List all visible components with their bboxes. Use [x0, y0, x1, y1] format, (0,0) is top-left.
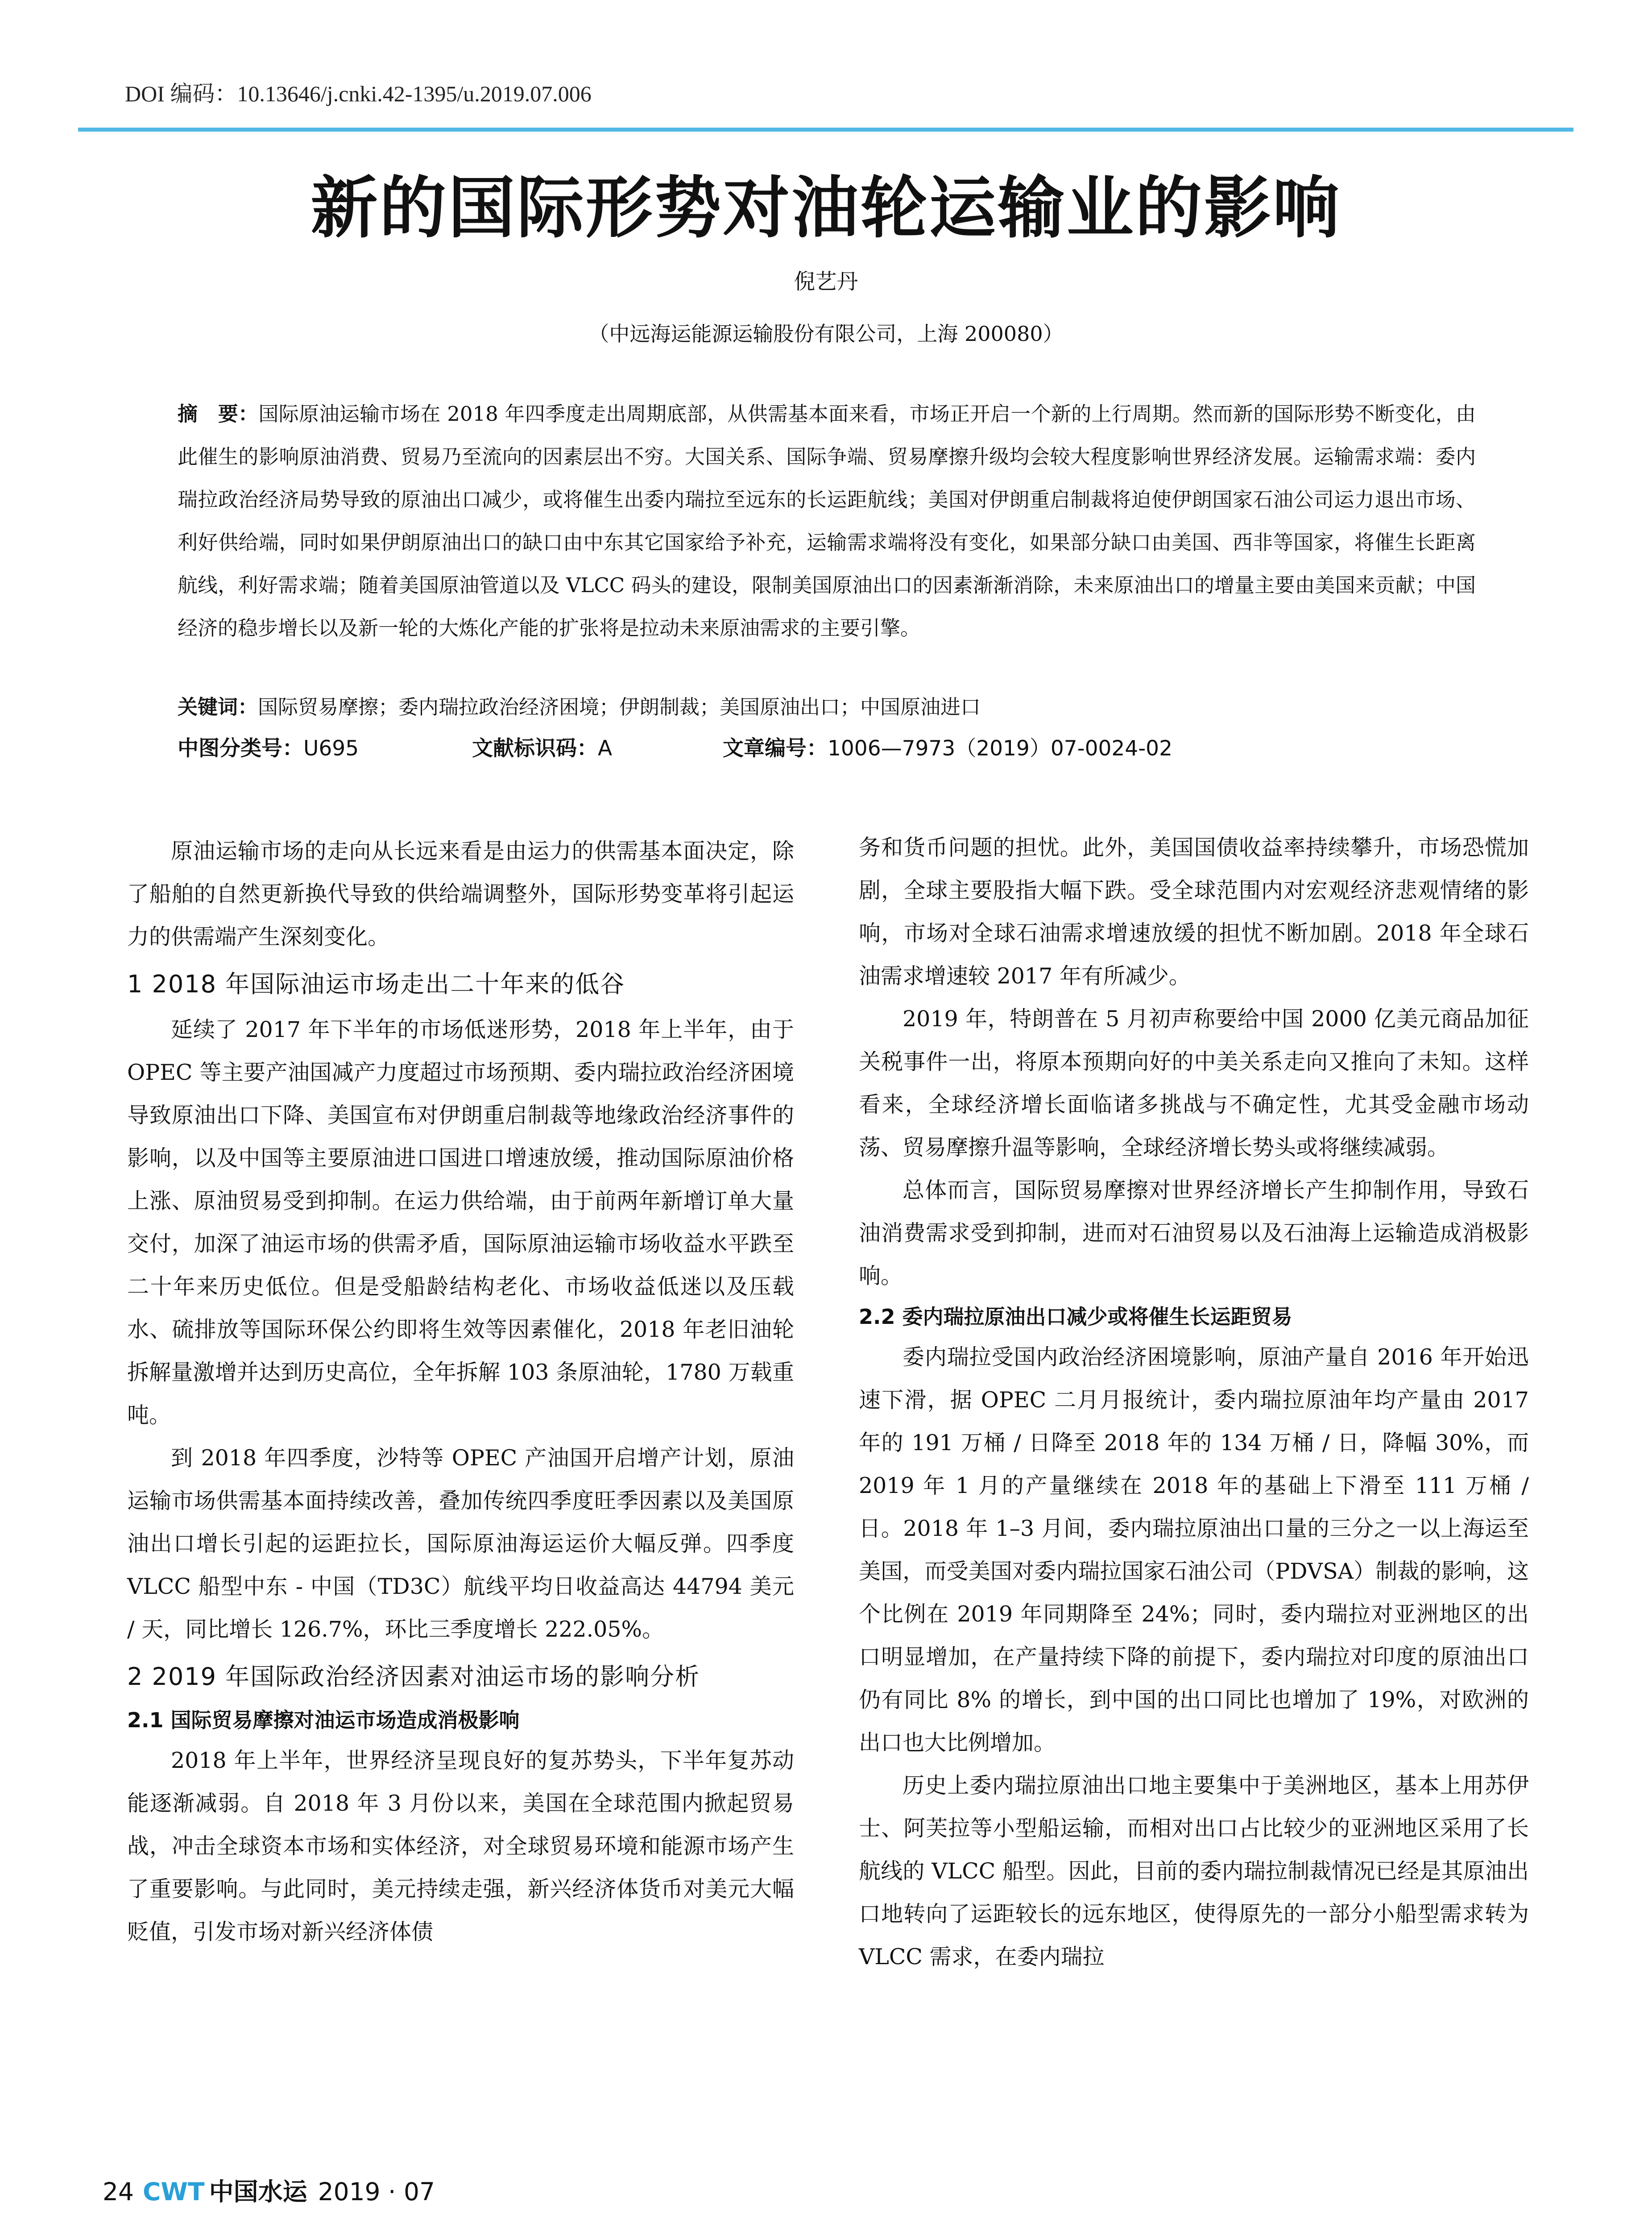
abstract-label: 摘 要： — [178, 402, 259, 426]
author-name: 倪艺丹 — [794, 269, 858, 294]
journal-logo: CWT — [143, 2177, 205, 2206]
paragraph: 总体而言，国际贸易摩擦对世界经济增长产生抑制作用，导致石油消费需求受到抑制，进而对石油贸易以及石油海上运输造成消极影响。 — [859, 1178, 1529, 1289]
doc-code-value: A — [598, 736, 613, 761]
paragraph: 务和货币问题的担忧。此外，美国国债收益率持续攀升，市场恐慌加剧，全球主要股指大幅下跌。受全球范围内对宏观经济悲观情绪的影响，市场对全球石油需求增速放缓的担忧不断加剧。2018 年全球石油需求增速较 2017 年有所减少。 — [859, 835, 1529, 989]
abstract — [178, 393, 1476, 650]
clc-value: U695 — [303, 736, 359, 761]
paragraph: 到 2018 年四季度，沙特等 OPEC 产油国开启增产计划，原油运输市场供需基本面持续改善，叠加传统四季度旺季因素以及美国原油出口增长引起的运距拉长，国际原油海运运价大幅反弹。四季度 VLCC 船型中东 - 中国（TD3C）航线平均日收益高达 44794 美元 / 天，同比增长 126.7%，环比三季度增长 222.05%。 — [127, 1445, 794, 1642]
article-number-value: 1006—7973（2019）07-0024-02 — [828, 736, 1172, 761]
section-heading-1: 1 2018 年国际油运市场走出二十年来的低谷 — [127, 970, 625, 998]
article-number-field — [723, 732, 1172, 762]
article-number-label: 文章编号： — [723, 736, 828, 761]
keywords — [178, 694, 1476, 721]
section-heading-2: 2 2019 年国际政治经济因素对油运市场的影响分析 — [127, 1663, 700, 1691]
clc-field — [178, 736, 359, 761]
issue-date: 2019 · 07 — [318, 2177, 435, 2206]
doc-code-field — [472, 732, 612, 762]
paragraph: 延续了 2017 年下半年的市场低迷形势，2018 年上半年，由于 OPEC 等主要产油国减产力度超过市场预期、委内瑞拉政治经济困境导致原油出口下降、美国宣布对伊朗重启制裁等地缘政治经济事件的影响，以及中国等主要原油进口国进口增速放缓，推动国际原油价格上涨、原油贸易受到抑制。在运力供给端，由于前两年新增订单大量交付，加深了油运市场的供需矛盾，国际原油运输市场收益水平跌至二十年来历史低位。但是受船龄结构老化、市场收益低迷以及压载水、硫排放等国际环保公约即将生效等因素催化，2018 年老旧油轮拆解量激增并达到历史高位，全年拆解 103 条原油轮，1780 万载重吨。 — [127, 1017, 794, 1428]
subsection-heading-2-2: 2.2 委内瑞拉原油出口减少或将催生长运距贸易 — [859, 1305, 1292, 1329]
doc-code-label: 文献标识码： — [472, 736, 598, 761]
classification-line — [178, 732, 1476, 762]
paragraph: 2018 年上半年，世界经济呈现良好的复苏势头，下半年复苏动能逐渐减弱。自 2018 年 3 月份以来，美国在全球范围内掀起贸易战，冲击全球资本市场和实体经济，对全球贸易环境和能源市场产生了重要影响。与此同时，美元持续走强，新兴经济体货币对美元大幅贬值，引发市场对新兴经济体债 — [127, 1748, 794, 1945]
keywords-label: 关键词： — [178, 695, 258, 719]
paragraph: 历史上委内瑞拉原油出口地主要集中于美洲地区，基本上用苏伊士、阿芙拉等小型船运输，而相对出口占比较少的亚洲地区采用了长航线的 VLCC 船型。因此，目前的委内瑞拉制裁情况已经是其原油出口地转向了运距较长的远东地区，使得原先的一部分小船型需求转为 VLCC 需求，在委内瑞拉 — [859, 1773, 1529, 1970]
page-footer — [103, 2172, 435, 2207]
paragraph: 委内瑞拉受国内政治经济困境影响，原油产量自 2016 年开始迅速下滑，据 OPEC 二月月报统计，委内瑞拉原油年均产量由 2017 年的 191 万桶 / 日降至 2018 年的 134 万桶 / 日，降幅 30%，而 2019 年 1 月的产量继续在 2018 年的基础上下滑至 111 万桶 / 日。2018 年 1–3 月间，委内瑞拉原油出口量的三分之一以上海运至美国，而受美国对委内瑞拉国家石油公司（PDVSA）制裁的影响，这个比例在 2019 年同期降至 24%；同时，委内瑞拉对亚洲地区的出口明显增加，在产量持续下降的前提下，委内瑞拉对印度的原油出口仍有同比 8% 的增长，到中国的出口同比也增加了 19%，对欧洲的出口也大比例增加。 — [859, 1344, 1529, 1755]
page-number: 24 — [103, 2177, 134, 2206]
author-affiliation: （中远海运能源运输股份有限公司，上海 200080） — [588, 322, 1064, 346]
journal-name: 中国水运 — [209, 2177, 307, 2206]
keywords-text: 国际贸易摩擦；委内瑞拉政治经济困境；伊朗制裁；美国原油出口；中国原油进口 — [258, 695, 981, 719]
clc-label: 中图分类号： — [178, 736, 303, 761]
body-column-right — [859, 826, 1529, 1978]
paragraph: 原油运输市场的走向从长远来看是由运力的供需基本面决定，除了船舶的自然更新换代导致的供给端调整外，国际形势变革将引起运力的供需端产生深刻变化。 — [127, 838, 794, 950]
body-column-left — [127, 830, 794, 1953]
paragraph: 2019 年，特朗普在 5 月初声称要给中国 2000 亿美元商品加征关税事件一出，将原本预期向好的中美关系走向又推向了未知。这样看来，全球经济增长面临诸多挑战与不确定性，尤其受金融市场动荡、贸易摩擦升温等影响，全球经济增长势头或将继续减弱。 — [859, 1006, 1529, 1160]
article-title: 新的国际形势对油轮运输业的影响 — [311, 170, 1341, 247]
abstract-text: 国际原油运输市场在 2018 年四季度走出周期底部，从供需基本面来看，市场正开启一个新的上行周期。然而新的国际形势不断变化，由此催生的影响原油消费、贸易乃至流向的因素层出不穷。大国关系、国际争端、贸易摩擦升级均会较大程度影响世界经济发展。运输需求端：委内瑞拉政治经济局势导致的原油出口减少，或将催生出委内瑞拉至远东的长运距航线；美国对伊朗重启制裁将迫使伊朗国家石油公司运力退出市场、利好供给端，同时如果伊朗原油出口的缺口由中东其它国家给予补充，运输需求端将没有变化，如果部分缺口由美国、西非等国家，将催生长距离航线，利好需求端；随着美国原油管道以及 VLCC 码头的建设，限制美国原油出口的因素渐渐消除，未来原油出口的增量主要由美国来贡献；中国经济的稳步增长以及新一轮的大炼化产能的扩张将是拉动未来原油需求的主要引擎。 — [178, 402, 1476, 640]
header-rule — [78, 128, 1573, 132]
doi-line: DOI 编码：10.13646/j.cnki.42-1395/u.2019.07.006 — [125, 81, 592, 106]
subsection-heading-2-1: 2.1 国际贸易摩擦对油运市场造成消极影响 — [127, 1708, 520, 1732]
